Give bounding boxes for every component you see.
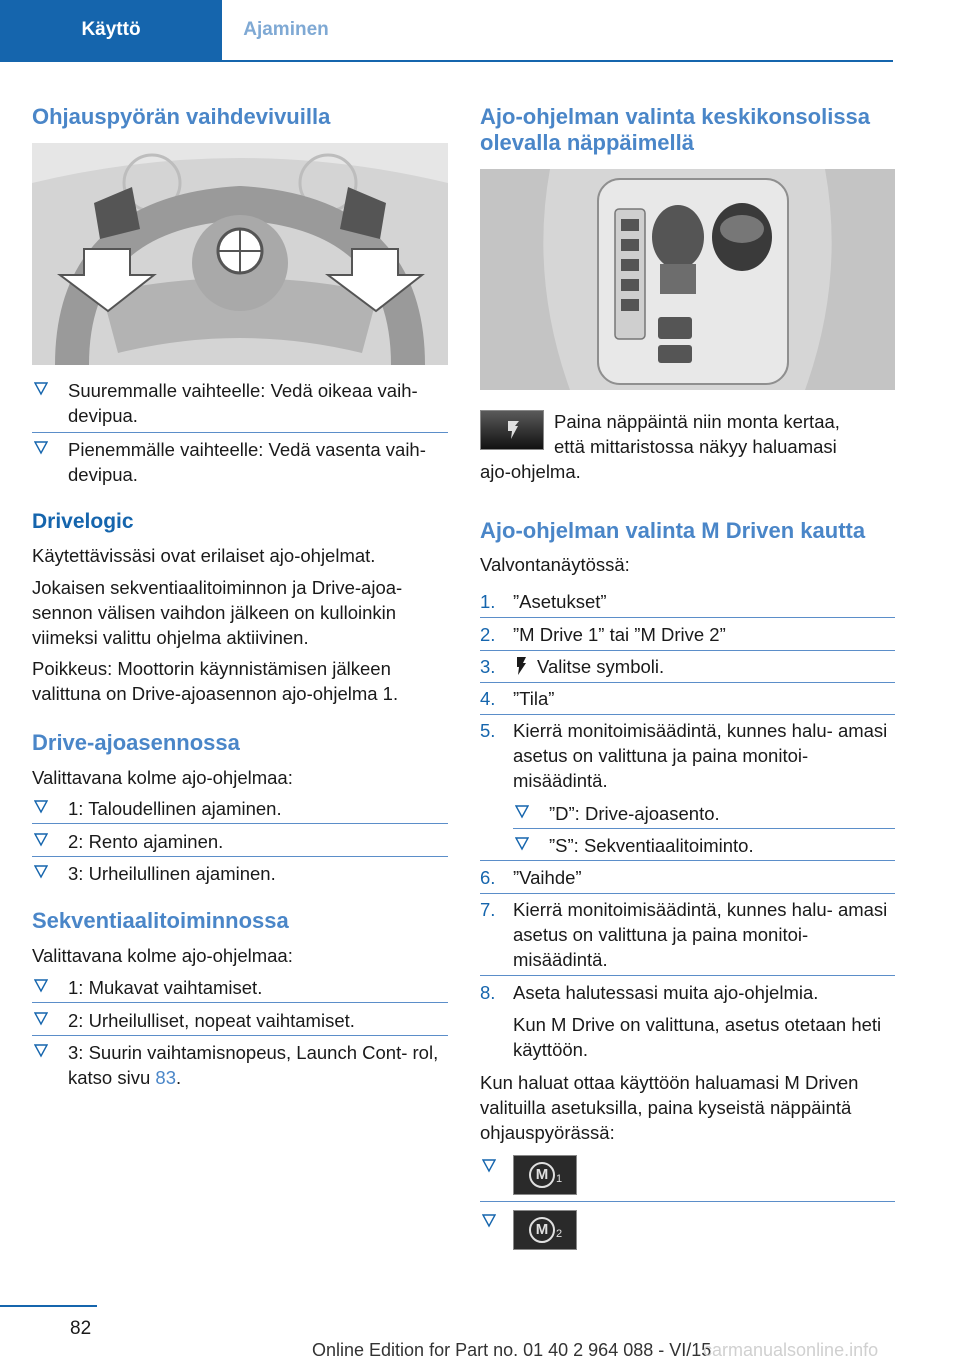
tab-ajaminen[interactable]	[222, 0, 350, 60]
m-sub: 1	[556, 1173, 563, 1185]
paragraph: Jokaisen sekventiaalitoiminnon ja Drive-ajoa- sennon välisen vaihdon jälkeen on kulloinkin viimeksi valittu ohjelma aktiivinen.	[32, 577, 403, 648]
list-item: 4. ”Tila”	[480, 688, 555, 709]
list-item: 5. Kierrä monitoimisäädintä, kunnes halu- amasi asetus on valittuna ja paina monitoi- misäädintä.	[480, 720, 888, 791]
bullet-text: 1: Mukavat vaihtamiset.	[68, 977, 263, 998]
bullet-text: 3: Suurin vaihtamisnopeus, Launch Cont- rol, katso sivu 83.	[68, 1042, 439, 1088]
list-item: 8. Aseta halutessasi muita ajo-ohjelmia.	[480, 982, 819, 1003]
divider	[32, 856, 448, 857]
triangle-bullet-icon	[34, 800, 48, 814]
divider	[480, 682, 895, 683]
paragraph: Kun M Drive on valittuna, asetus otetaan heti käyttöön.	[513, 1014, 882, 1060]
list-item	[513, 801, 895, 826]
divider	[480, 617, 895, 618]
footer-divider	[0, 1305, 97, 1307]
list-item: 6. ”Vaihde”	[480, 867, 582, 888]
gear-symbol-icon	[515, 656, 527, 676]
page-link[interactable]: 83	[155, 1067, 176, 1088]
triangle-bullet-icon	[482, 1214, 496, 1228]
bullet-text: 1: Taloudellinen ajaminen.	[68, 798, 282, 819]
paragraph: Poikkeus: Moottorin käynnistämisen jälkeen valittuna on Drive-ajoasennon ajo-ohjelma 1.	[32, 658, 399, 704]
list-item: 2. ”M Drive 1” tai ”M Drive 2”	[480, 624, 726, 645]
divider	[32, 823, 448, 824]
paragraph: että mittaristossa näkyy haluamasi	[554, 436, 837, 457]
divider	[480, 650, 895, 651]
m-sub: 2	[556, 1228, 563, 1240]
paragraph: Valittavana kolme ajo-ohjelmaa:	[32, 945, 293, 966]
list-item: 3. Valitse symboli.	[480, 656, 665, 677]
tab-label: Käyttö	[81, 19, 141, 40]
list-item	[32, 796, 448, 821]
steering-wheel-illustration	[32, 143, 448, 365]
bullet-text: 2: Urheilulliset, nopeat vaihtamiset.	[68, 1010, 355, 1031]
tab-label: Ajaminen	[243, 19, 329, 40]
heading-console: Ajo-ohjelman valinta keskikonsolissa olevalla näppäimellä	[480, 104, 871, 155]
divider	[480, 975, 895, 976]
heading-paddles: Ohjauspyörän vaihdevivuilla	[32, 104, 331, 129]
paragraph: Käytettävissäsi ovat erilaiset ajo-ohjelmat.	[32, 545, 376, 566]
divider	[480, 860, 895, 861]
watermark: carmanualsonline.info	[703, 1340, 879, 1360]
list-item	[513, 833, 895, 858]
triangle-bullet-icon	[34, 1044, 48, 1058]
list-item	[32, 861, 448, 886]
paragraph: Valittavana kolme ajo-ohjelmaa:	[32, 767, 293, 788]
triangle-bullet-icon	[34, 865, 48, 879]
list-item: 7. Kierrä monitoimisäädintä, kunnes halu- amasi asetus on valittuna ja paina monitoi- misäädintä.	[480, 899, 888, 970]
header-divider	[0, 60, 893, 62]
divider	[480, 893, 895, 894]
bullet-text: ”D”: Drive-ajoasento.	[549, 803, 720, 824]
drive-program-button-icon	[480, 410, 544, 450]
tab-kaytto[interactable]	[0, 0, 222, 60]
divider	[480, 1201, 895, 1202]
divider	[513, 828, 895, 829]
bullet-text: 2: Rento ajaminen.	[68, 831, 224, 852]
triangle-bullet-icon	[34, 1012, 48, 1026]
heading-sequential: Sekventiaalitoiminnossa	[32, 908, 289, 933]
paragraph: ajo-ohjelma.	[480, 461, 581, 482]
triangle-bullet-icon	[34, 979, 48, 993]
m1-button-icon	[513, 1155, 577, 1195]
triangle-bullet-icon	[515, 837, 529, 851]
divider	[480, 714, 895, 715]
paragraph: Kun haluat ottaa käyttöön haluamasi M Driven valituilla asetuksilla, paina kyseistä näppäintä ohjauspyörässä:	[480, 1072, 859, 1143]
divider	[32, 432, 448, 433]
bullet-text: Suuremmalle vaihteelle: Vedä oikeaa vaih- devipua.	[68, 380, 418, 426]
heading-drivelogic: Drivelogic	[32, 510, 134, 533]
triangle-bullet-icon	[34, 441, 48, 455]
m-letter: M	[529, 1162, 555, 1188]
list-item: 1. ”Asetukset”	[480, 591, 607, 612]
bullet-text: ”S”: Sekventiaalitoiminto.	[549, 835, 754, 856]
triangle-bullet-icon	[34, 382, 48, 396]
page-number: 82	[70, 1318, 92, 1339]
triangle-bullet-icon	[34, 833, 48, 847]
m2-button-icon	[513, 1210, 577, 1250]
list-item	[32, 829, 448, 854]
list-item	[32, 975, 448, 1000]
center-console-illustration	[480, 169, 895, 390]
divider	[32, 1002, 448, 1003]
heading-mdrive: Ajo-ohjelman valinta M Driven kautta	[480, 518, 866, 543]
list-item	[32, 1008, 448, 1033]
list-item	[32, 378, 448, 428]
heading-drive: Drive-ajoasennossa	[32, 730, 240, 755]
bullet-text: 3: Urheilullinen ajaminen.	[68, 863, 276, 884]
list-item	[32, 437, 448, 487]
paragraph: Valvontanäytössä:	[480, 554, 630, 575]
triangle-bullet-icon	[482, 1159, 496, 1173]
divider	[32, 1035, 448, 1036]
edition-text: Online Edition for Part no. 01 40 2 964 088 - VI/15	[312, 1340, 712, 1360]
paragraph: Paina näppäintä niin monta kertaa,	[554, 411, 840, 432]
bullet-text: Pienemmälle vaihteelle: Vedä vasenta vaih- devipua.	[68, 439, 426, 485]
list-item	[32, 1040, 448, 1090]
triangle-bullet-icon	[515, 805, 529, 819]
m-letter: M	[529, 1217, 555, 1243]
